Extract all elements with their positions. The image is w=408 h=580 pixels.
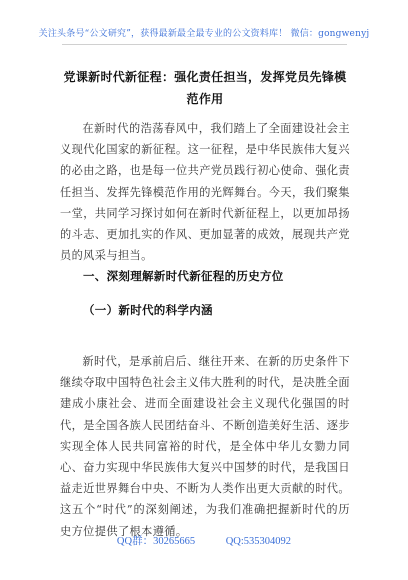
header-notice: 关注头条号“公文研究”，获得最新最全最专业的公文资料库！ 微信：gongwenyj: [38, 29, 370, 39]
footer-qq-number: QQ:535304092: [225, 536, 292, 547]
footer-contact: [0, 533, 408, 548]
footer-qq-group: QQ群：30265665: [116, 536, 196, 547]
document-title: 党课新时代新征程：强化责任担当，发挥党员先锋模范作用: [63, 70, 347, 106]
subsection-heading: （一）新时代的科学内涵: [83, 303, 213, 317]
section-heading: 一、深刻理解新时代新征程的历史方位: [83, 269, 284, 283]
intro-paragraph: 在新时代的浩荡春风中，我们踏上了全面建设社会主义现代化国家的新征程。这一征程，是中华民族伟大复兴的必由之路，也是每一位共产党员践行初心使命、强化责任担当、发挥先锋模范作用的光辉舞台。今天，我们聚集一堂，共同学习探讨如何在新时代新征程上，以更加昂扬的斗志、更加扎实的作风、更加显著的成效，展现共产党员的风采与担当。: [60, 122, 350, 263]
header-divider: [62, 44, 347, 45]
body-paragraph: 新时代，是承前启后、继往开来、在新的历史条件下继续夺取中国特色社会主义伟大胜利的时代，是决胜全面建成小康社会、进而全面建设社会主义现代化强国的时代，是全国各族人民团结奋斗、不断创造美好生活、逐步实现全体人民共同富裕的时代，是全体中华儿女勠力同心、奋力实现中华民族伟大复兴中国梦的时代，是我国日益走近世界舞台中央、不断为人类作出更大贡献的时代。这五个“时代”的深刻阐述，为我们准确把握新时代的历史方位提供了根本遵循。: [60, 355, 350, 538]
